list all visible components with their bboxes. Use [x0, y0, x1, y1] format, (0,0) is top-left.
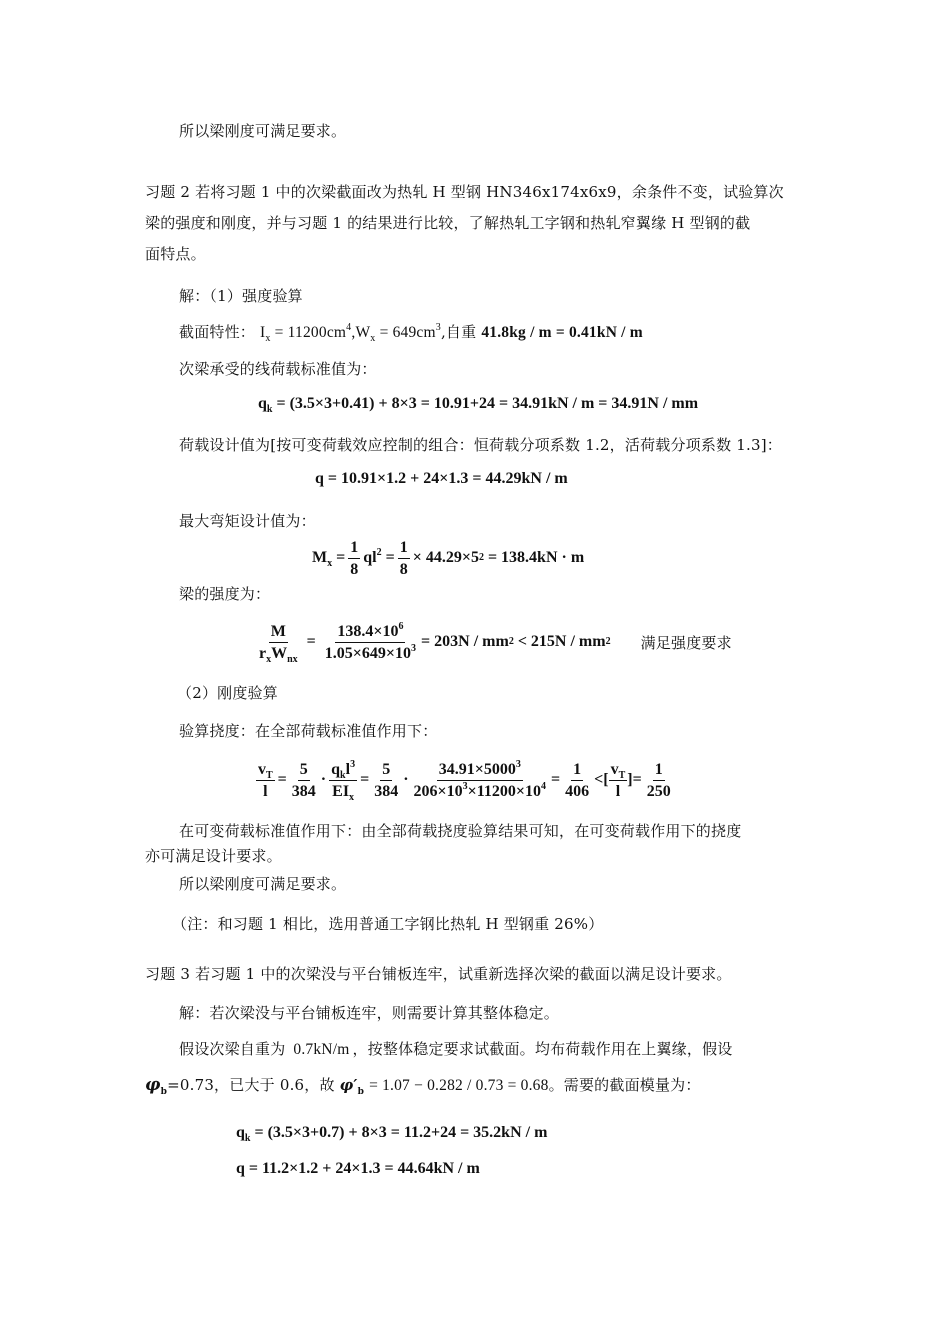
line-load-standard-text: 次梁承受的线荷载标准值为： — [179, 360, 377, 378]
note-text: （注：和习题 1 相比，选用普通工字钢比热轧 H 型钢重 26%） — [172, 915, 604, 933]
deflection-denominator-a: 206×10 — [413, 782, 463, 800]
self-weight-value: 41.8kg / m = 0.41kN / m — [481, 324, 643, 341]
assumption-line-2: $\varphi_b=0.73$，已大于 0.6，故 $\varphi'_b = 1.07 - 0.282 / 0.73 = 0.68$。需要的截面模量为： — [145, 1075, 701, 1097]
conclusion-text: 所以梁刚度可满足要求。 — [179, 122, 347, 140]
fraction-1-250: $\frac{1}{250}$ — [646, 760, 671, 800]
variable-load-text-2: 亦可满足设计要求。 — [145, 847, 282, 865]
meets-strength-text: 满足强度要求 — [640, 633, 732, 652]
equation-moment-result: = 138.4kN · m — [487, 549, 585, 566]
section-properties-label: 截面特性： — [179, 323, 256, 341]
strength-denominator: 1.05×649×10 — [324, 644, 412, 662]
exercise-2-title-line3: 面特点。 — [145, 245, 206, 263]
fraction-1-406: $\frac{1}{406}$ — [565, 760, 590, 800]
beam-strength-text: 梁的强度为： — [179, 585, 271, 603]
fraction-strength-values: $\frac{138.4\times 10^6}{1.05\times 649\times 10^3}$ — [324, 620, 417, 662]
fraction-one-eighth: $\frac{1}{8}$ — [350, 538, 359, 578]
phi-b-prime-expression: = 1.07 − 0.282 / 0.73 = 0.68 — [369, 1077, 549, 1094]
equation-qk: $q_k$ = (3.5×3+0.41) + 8×3 = 10.91+24 = 34.91kN / m = 34.91N / mm — [258, 395, 699, 415]
fraction-qkl3-eix: $\frac{q_kl^3}{EI_x}$ — [331, 758, 356, 803]
stiffness-heading: （2）刚度验算 — [177, 684, 278, 702]
assumption-line-1c: ，按整体稳定要求试截面。均布荷载作用在上翼缘，假设 — [352, 1040, 733, 1058]
fraction-5-384-b: $\frac{5}{384}$ — [374, 760, 399, 800]
deflection-denominator-b: ×11200×10 — [467, 782, 542, 800]
section-properties: 截面特性： $I_x = 11200cm^4,W_x = 649cm^3$,自重 41.8kg / m = 0.41kN / m — [179, 322, 643, 344]
solution-strength-heading: 解：（1）强度验算 — [179, 287, 303, 305]
equation-q: q = 10.91×1.2 + 24×1.3 = 44.29kN / m — [315, 470, 568, 487]
equation-moment: $M_x$ = $\frac{1}{8}$ $ql^2$ = $\frac{1}{8}$ × 44.29×5 2 = 138.4kN · m — [312, 538, 585, 578]
assumption-line-1 — [179, 1039, 732, 1060]
fraction-vt-over-l: $\frac{v_T}{l}$ — [258, 760, 273, 800]
strength-limit: < 215N / mm — [517, 633, 606, 650]
assumption-line-1a: 假设次梁自重为 — [179, 1040, 286, 1058]
exercise-3-title: 习题 3 若习题 1 中的次梁没与平台铺板连牢，试重新选择次梁的截面以满足设计要求。 — [145, 965, 732, 983]
equation-strength: $\frac{M}{r_xW_{nx}}$ = $\frac{138.4\times 10^6}{1.05\times 649\times 10^3}$ = 203N / mm 2 < 215N / mm 2 满足强度要求 — [259, 620, 732, 665]
stiffness-ok-text: 所以梁刚度可满足要求。 — [179, 875, 347, 893]
equation-q-2: q = 11.2×1.2 + 24×1.3 = 44.64kN / m — [236, 1160, 480, 1177]
variable-load-text-1: 在可变荷载标准值作用下：由全部荷载挠度验算结果可知，在可变荷载作用下的挠度 — [179, 822, 742, 840]
fraction-allowable-vt-over-l: $\frac{v_T}{l}$ — [610, 760, 626, 800]
fraction-5-384: $\frac{5}{384}$ — [291, 760, 316, 800]
max-moment-text: 最大弯矩设计值为： — [179, 512, 316, 530]
exercise-2-title: 习题 2 若将习题 1 中的次梁截面改为热轧 H 型钢 HN346x174x6x9，余条件不变，试验算次 — [145, 183, 784, 201]
assumption-line-2c: 。需要的截面模量为： — [548, 1076, 701, 1094]
fraction-m-over-w: $\frac{M}{r_xW_{nx}}$ — [259, 622, 298, 665]
wx-value: = 649cm — [379, 324, 436, 341]
equation-qk-2-rhs: = (3.5×3+0.7) + 8×3 = 11.2+24 = 35.2kN / m — [254, 1124, 548, 1141]
deflection-check-text: 验算挠度：在全部荷载标准值作用下： — [179, 722, 438, 740]
fraction-deflection-values: $\frac{34.91\times 5000^3}{206\times 10^3\times 11200\times 10^4}$ — [413, 758, 547, 800]
fraction-one-eighth-2: $\frac{1}{8}$ — [399, 538, 408, 578]
load-design-text: 荷载设计值为[按可变荷载效应控制的组合：恒荷载分项系数 1.2，活荷载分项系数 1.3]： — [179, 436, 782, 454]
strength-numerator: 138.4×10 — [337, 622, 399, 640]
equation-moment-rhs: × 44.29×5 — [412, 549, 479, 566]
equation-qk-rhs: = (3.5×3+0.41) + 8×3 = 10.91+24 = 34.91kN / m = 34.91N / mm — [276, 395, 699, 412]
assumed-self-weight: 0.7kN/m — [293, 1041, 350, 1058]
exercise-2-title-line2: 梁的强度和刚度，并与习题 1 的结果进行比较，了解热轧工字钢和热轧窄翼缘 H 型钢的截 — [145, 214, 751, 232]
self-weight-label: ,自重 — [440, 323, 477, 341]
allowable-denominator: 250 — [646, 782, 671, 800]
phi-b-value: =0.73，已大于 0.6，故 — [167, 1076, 335, 1094]
ix-value: = 11200cm — [274, 324, 347, 341]
strength-result: = 203N / mm — [421, 633, 509, 650]
deflection-numerator: 34.91×5000 — [438, 760, 516, 778]
deflection-result-denominator: 406 — [565, 782, 590, 800]
equation-qk-2: $q_k$ = (3.5×3+0.7) + 8×3 = 11.2+24 = 35.2kN / m — [236, 1124, 548, 1144]
exercise-3-solution: 解：若次梁没与平台铺板连牢，则需要计算其整体稳定。 — [179, 1004, 560, 1022]
equation-deflection: $\frac{v_T}{l}$ = $\frac{5}{384}$ · $\frac{q_kl^3}{EI_x}$ = $\frac{5}{384}$ · $\frac{34.91\times 5000^3}{206\times 10^3\times 11200\times 10^4}$ = $\frac{1}{406}$ <[ $\frac{v_T}{l}$ ]= $\frac{1}{250}$ — [258, 758, 671, 803]
